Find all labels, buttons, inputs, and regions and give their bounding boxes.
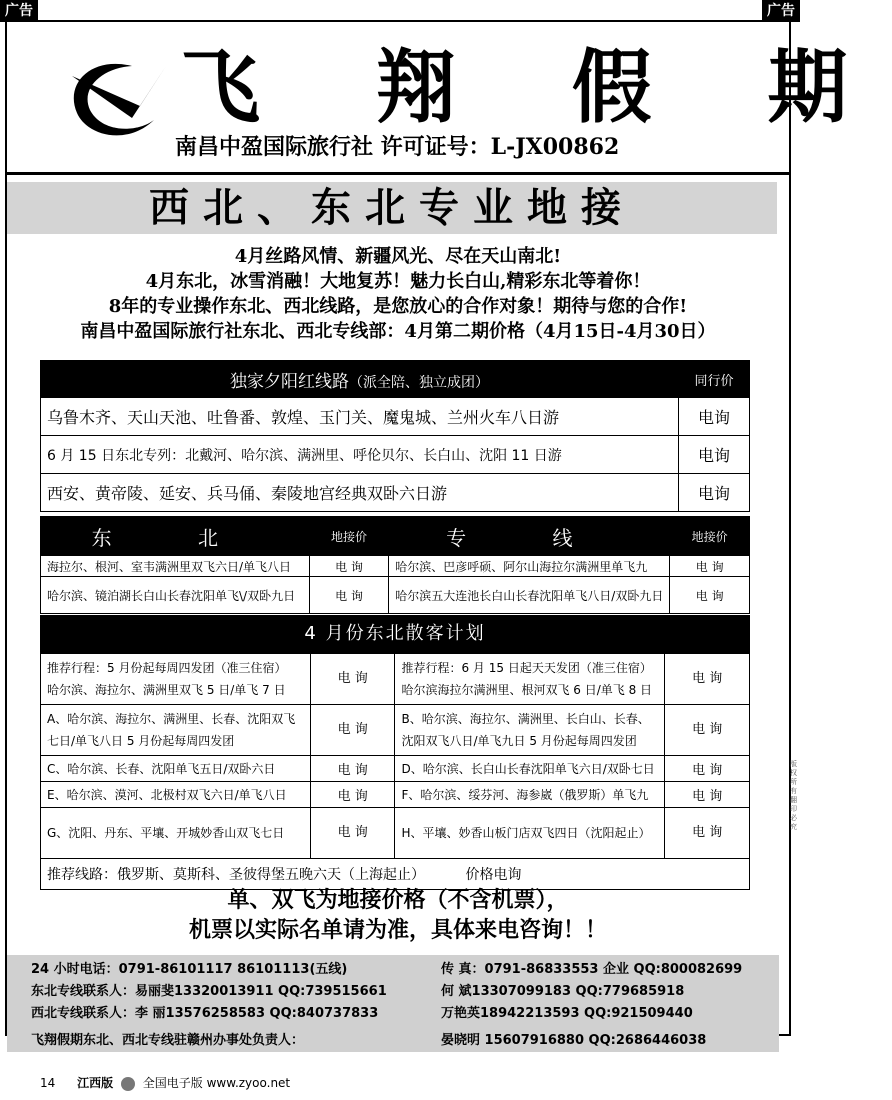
price-left: 电 询: [310, 705, 395, 756]
headline-banner: 西北、东北专业地接: [7, 182, 777, 234]
intro-text: [7, 244, 789, 344]
contact-left: 24 小时电话：0791-86101117 86101113(五线): [31, 962, 348, 977]
contact-info-panel: [7, 955, 779, 1030]
special-routes-table: [40, 360, 750, 512]
route-name: 乌鲁木齐、天山天池、吐鲁番、敦煌、玉门关、魔鬼城、兰州火车八日游: [41, 398, 679, 436]
price-right: 电 询: [665, 705, 750, 756]
special-line-price-header: 地接价: [670, 517, 750, 556]
intro-line: 4月东北，冰雪消融！大地复苏！魅力长白山,精彩东北等着你！: [145, 271, 651, 292]
price-left: 电 询: [310, 782, 395, 808]
plan-line: 哈尔滨海拉尔满洲里、根河双飞 6 日/单飞 8 日: [401, 683, 653, 697]
price-right: 电 询: [665, 782, 750, 808]
plan-header: 4 月份东北散客计划: [40, 615, 750, 653]
contact-row: [31, 1030, 707, 1052]
table-row: [41, 859, 750, 890]
swallow-logo-icon: [62, 48, 172, 148]
price-note: [7, 886, 789, 946]
contact-left: 飞翔假期东北、西北专线驻赣州办事处负责人：: [31, 1033, 305, 1048]
note-line: 单、双飞为地接价格（不含机票），: [227, 888, 569, 913]
site-link[interactable]: 全国电子版 www.zyoo.net: [142, 1076, 291, 1090]
contact-row: [31, 1003, 693, 1025]
plan-right: D、哈尔滨、长白山长春沈阳单飞六日/双卧七日: [395, 756, 665, 782]
contact-right: 晏晓明 15607916880 QQ:2686446038: [441, 1033, 707, 1048]
routes-header-title: [41, 361, 679, 398]
divider: [7, 172, 789, 175]
table-row: [41, 654, 750, 705]
edition-label: 江西版: [77, 1076, 114, 1090]
route-right: 哈尔滨五大连池长白山长春沈阳单飞八日/双卧九日: [389, 577, 670, 614]
table-row: [41, 556, 750, 577]
route-price: 电询: [679, 474, 750, 512]
recommend-route: [41, 859, 750, 890]
routes-header-label: 独家夕阳红线路: [230, 371, 349, 392]
table-row: [41, 808, 750, 859]
plan-line: 哈尔滨、海拉尔、满洲里双飞 5 日/单飞 7 日: [47, 683, 286, 697]
route-price: 电询: [679, 436, 750, 474]
table-row: [41, 705, 750, 756]
route-price: 电询: [679, 398, 750, 436]
contact-right: 传 真：0791-86833553 企业 QQ:800082699: [441, 962, 743, 977]
table-row: [41, 474, 750, 512]
price-left: 电 询: [310, 756, 395, 782]
brand-title: 飞 翔 假 期: [180, 40, 892, 134]
intro-line: 8年的专业操作东北、西北线路，是您放心的合作对象！期待与您的合作!: [108, 296, 688, 317]
price-right: 电 询: [670, 556, 750, 577]
plan-line: A、哈尔滨、海拉尔、满洲里、长春、沈阳双飞: [47, 712, 296, 726]
agency-license-line: 南昌中盈国际旅行社 许可证号：L-JX00862: [175, 134, 620, 160]
price-left: 电 询: [310, 654, 395, 705]
recommend-text: 推荐线路：俄罗斯、莫斯科、圣彼得堡五晚六天（上海起止）: [47, 867, 425, 883]
note-line: 机票以实际名单请为准，具体来电咨询！！: [188, 918, 607, 943]
price-right: 电 询: [665, 808, 750, 859]
plan-line: 沈阳双飞八日/单飞九日 5 月份起每周四发团: [401, 734, 637, 748]
contact-left: 西北专线联系人：李 丽13576258583 QQ:840737833: [31, 1006, 379, 1021]
price-right: 电 询: [665, 756, 750, 782]
side-copyright-note: 版权所有 翻印必究: [790, 760, 797, 831]
plan-right: [395, 654, 665, 705]
contact-row: [31, 981, 685, 1003]
ad-tag-right: 广告: [762, 0, 800, 22]
table-header-row: [41, 517, 750, 556]
plan-left: E、哈尔滨、漠河、北极村双飞六日/单飞八日: [41, 782, 311, 808]
plan-left: C、哈尔滨、长春、沈阳单飞五日/双卧六日: [41, 756, 311, 782]
plan-line: 七日/单飞八日 5 月份起每周四发团: [47, 734, 235, 748]
plan-table: [40, 653, 750, 890]
northeast-header: 东 北: [41, 517, 310, 556]
contact-right: 万艳英18942213593 QQ:921509440: [441, 1006, 693, 1021]
intro-line: 4月丝路风情、新疆风光、尽在天山南北!: [234, 246, 562, 267]
table-row: [41, 577, 750, 614]
route-left: 哈尔滨、镜泊湖长白山长春沈阳单飞\/双卧九日: [41, 577, 310, 614]
price-left: 电 询: [309, 577, 389, 614]
price-left: 电 询: [309, 556, 389, 577]
northeast-price-header: 地接价: [309, 517, 389, 556]
table-row: [41, 782, 750, 808]
table-row: [41, 756, 750, 782]
plan-right: [395, 705, 665, 756]
page-footer: [40, 1074, 290, 1091]
contact-row: [31, 959, 743, 981]
plan-line: 推荐行程：5 月份起每周四发团（准三住宿）: [47, 661, 287, 675]
ad-tag-left: 广告: [0, 0, 38, 22]
price-right: 电 询: [665, 654, 750, 705]
plan-line: 推荐行程：6 月 15 日起天天发团（准三住宿）: [401, 661, 652, 675]
plan-right: H、平壤、妙香山板门店双飞四日（沈阳起止）: [395, 808, 665, 859]
plan-line: B、哈尔滨、海拉尔、满洲里、长白山、长春、: [401, 712, 650, 726]
page-number: 14: [40, 1076, 56, 1090]
price-right: 电 询: [670, 577, 750, 614]
contact-right: 何 斌13307099183 QQ:779685918: [441, 984, 685, 999]
route-name: 6 月 15 日东北专列：北戴河、哈尔滨、满洲里、呼伦贝尔、长白山、沈阳 11 日游: [41, 436, 679, 474]
special-line-header: 专 线: [389, 517, 670, 556]
table-row: [41, 398, 750, 436]
routes-header-price: 同行价: [679, 361, 750, 398]
table-header-row: [41, 361, 750, 398]
northeast-table: [40, 516, 750, 614]
site-logo-icon: [121, 1077, 135, 1091]
contact-left: 东北专线联系人：易丽斐13320013911 QQ:739515661: [31, 984, 387, 999]
plan-right: F、哈尔滨、绥芬河、海参崴（俄罗斯）单飞九: [395, 782, 665, 808]
recommend-price: 价格电询: [465, 867, 522, 883]
table-row: [41, 436, 750, 474]
route-right: 哈尔滨、巴彦呼硕、阿尔山海拉尔满洲里单飞九: [389, 556, 670, 577]
contact-info-panel-bottom: [7, 1030, 779, 1052]
route-left: 海拉尔、根河、室韦满洲里双飞六日/单飞八日: [41, 556, 310, 577]
plan-left: [41, 705, 311, 756]
route-name: 西安、黄帝陵、延安、兵马俑、秦陵地宫经典双卧六日游: [41, 474, 679, 512]
routes-header-sub: （派全陪、独立成团）: [349, 374, 489, 391]
plan-left: G、沈阳、丹东、平壤、开城妙香山双飞七日: [41, 808, 311, 859]
plan-left: [41, 654, 311, 705]
price-left: 电 询: [310, 808, 395, 859]
intro-line: 南昌中盈国际旅行社东北、西北专线部：4月第二期价格（4月15日-4月30日）: [80, 321, 716, 342]
